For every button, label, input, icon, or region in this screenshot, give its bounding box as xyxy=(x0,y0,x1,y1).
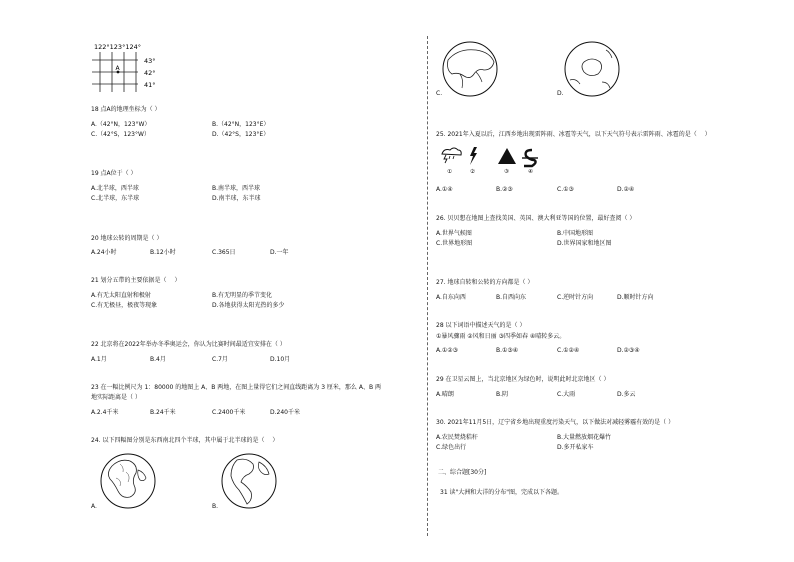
lat-lon-grid xyxy=(88,40,168,94)
q22-stem: 22 北京将在2022年举办冬季奥运会，你认为比赛时间最适宜安排在（ ） xyxy=(91,341,286,348)
q24-option-d[interactable]: D. xyxy=(557,90,564,97)
q23-stem-line1: 23 在一幅比例尺为 1：80000 的地图上 A、B 两地，在图上量得它们之间直线距离为 3 厘米，那么 A、B 两 xyxy=(91,384,381,391)
q19-option-c[interactable]: C.北半球，东半球 xyxy=(91,195,140,202)
q22-option-c[interactable]: C.7月 xyxy=(212,356,228,363)
q18-option-b[interactable]: B.（42°N，123°E） xyxy=(212,121,270,128)
q28-option-c[interactable]: C.①②④ xyxy=(557,347,580,354)
lat-label-43: 43° xyxy=(144,57,156,65)
q28-items: ①暴风骤雨 ②风和日丽 ③四季如春 ④晴转多云。 xyxy=(436,333,566,340)
q24-option-c[interactable]: C. xyxy=(436,90,443,97)
q30-option-b[interactable]: B.大量燃放烟花爆竹 xyxy=(557,434,612,441)
q25-option-d[interactable]: D.②④ xyxy=(617,186,635,193)
q27-option-c[interactable]: C.逆时针方向 xyxy=(557,294,594,301)
section-two-heading: 二、综合题[30分] xyxy=(438,469,487,476)
q21-option-c[interactable]: C.有无极昼，极夜等现象 xyxy=(91,302,158,309)
q31-stem: 31 读"大洲和大洋的分布"图，完成以下各题。 xyxy=(440,489,564,496)
q23-option-d[interactable]: D.240千米 xyxy=(270,409,300,416)
weather-symbols xyxy=(436,144,556,176)
q20-stem: 20 地球公转的周期是（ ） xyxy=(91,235,163,242)
q26-option-a[interactable]: A.世界气候图 xyxy=(436,230,472,237)
q29-option-c[interactable]: C.大雨 xyxy=(557,391,576,398)
globe-image-d[interactable] xyxy=(562,40,622,98)
q26-option-d[interactable]: D.世界国家和地区图 xyxy=(557,240,612,247)
q23-stem-line2: 地实际距离是（ ） xyxy=(91,394,141,401)
q27-stem: 27. 地球自转和公转的方向都是（ ） xyxy=(436,279,534,286)
q27-option-d[interactable]: D.顺时针方向 xyxy=(617,294,654,301)
q23-option-c[interactable]: C.2400千米 xyxy=(212,409,246,416)
q26-option-c[interactable]: C.世界地形图 xyxy=(436,240,473,247)
q25-option-a[interactable]: A.①④ xyxy=(436,186,453,193)
thunderstorm-symbol-icon xyxy=(442,148,461,163)
q27-option-a[interactable]: A.自东向西 xyxy=(436,294,466,301)
q20-option-a[interactable]: A.24小时 xyxy=(91,249,117,256)
symbol-label-4: ④ xyxy=(528,169,533,175)
q20-option-b[interactable]: B.12小时 xyxy=(150,249,176,256)
q22-option-a[interactable]: A.1月 xyxy=(91,356,107,363)
q20-option-c[interactable]: C.365日 xyxy=(212,249,236,256)
q30-stem: 30. 2021年11月5日，辽宁省乡地出现重度污染天气，以下做法对减轻雾霾有效的是（ ） xyxy=(436,419,675,426)
q18-option-d[interactable]: D.（42°S，123°E） xyxy=(212,131,270,138)
lat-label-41: 41° xyxy=(144,81,156,89)
q25-stem: 25. 2021年入夏以后，江西乡地出现雷阵雨、冰雹等天气，以下天气符号表示雷阵雨、冰雹的是（ ） xyxy=(436,131,711,138)
lightning-symbol-icon xyxy=(470,147,477,165)
q19-option-b[interactable]: B.南半球，西半球 xyxy=(212,185,261,192)
globe-image-a[interactable] xyxy=(98,452,158,510)
symbol-label-2: ② xyxy=(470,169,475,175)
q22-option-d[interactable]: D.10月 xyxy=(270,356,291,363)
q30-option-d[interactable]: D.多开私家车 xyxy=(557,444,594,451)
q29-option-a[interactable]: A.晴朗 xyxy=(436,391,454,398)
globe-image-b[interactable] xyxy=(219,452,279,510)
q28-stem: 28 以下词语中描述天气的是（ ） xyxy=(436,322,526,329)
q23-option-b[interactable]: B.24千米 xyxy=(150,409,176,416)
symbol-label-1: ① xyxy=(447,169,452,175)
q19-stem: 19 点A位于（ ） xyxy=(91,170,137,177)
q25-option-b[interactable]: B.②③ xyxy=(496,186,513,193)
q28-option-d[interactable]: D.②③④ xyxy=(617,347,640,354)
q25-option-c[interactable]: C.①③ xyxy=(557,186,574,193)
q21-option-a[interactable]: A.有无太阳直射和极射 xyxy=(91,292,151,299)
q29-stem: 29 在卫星云图上，当北京地区为绿色时，说明此时北京地区（ ） xyxy=(436,376,610,383)
point-a-label: A xyxy=(115,65,120,72)
globe-image-c[interactable] xyxy=(440,40,500,98)
q24-stem: 24. 以下四幅图分别是东西南北四个半球，其中属于北半球的是（ ） xyxy=(91,437,279,444)
longitude-labels: 122°123°124° xyxy=(94,43,141,51)
q20-option-d[interactable]: D.一年 xyxy=(270,249,289,256)
q23-option-a[interactable]: A.2.4千米 xyxy=(91,409,119,416)
q30-option-a[interactable]: A.农民焚烧秸秆 xyxy=(436,434,478,441)
q22-option-b[interactable]: B.4月 xyxy=(150,356,166,363)
symbol-label-3: ③ xyxy=(504,169,509,175)
q29-option-b[interactable]: B.阴 xyxy=(496,391,509,398)
q18-stem: 18 点A的地理坐标为（ ） xyxy=(91,106,161,113)
q21-option-b[interactable]: B.有无明显的季节变化 xyxy=(212,292,273,299)
q19-option-a[interactable]: A.北半球，西半球 xyxy=(91,185,139,192)
q21-option-d[interactable]: D.各地获得太阳光热的多少 xyxy=(212,302,285,309)
q19-option-d[interactable]: D.南半球，东半球 xyxy=(212,195,261,202)
triangle-hail-symbol-icon xyxy=(498,148,516,164)
q26-option-b[interactable]: B.中国地形图 xyxy=(557,230,594,237)
q30-option-c[interactable]: C.绿色出行 xyxy=(436,444,467,451)
q24-option-b[interactable]: B. xyxy=(212,503,219,510)
sandstorm-symbol-icon xyxy=(522,150,538,166)
q29-option-d[interactable]: D.多云 xyxy=(617,391,636,398)
q27-option-b[interactable]: B.自西向东 xyxy=(496,294,527,301)
q28-option-b[interactable]: B.①③④ xyxy=(496,347,519,354)
q21-stem: 21 划分五带的主要依据是（ ） xyxy=(91,277,181,284)
q28-option-a[interactable]: A.①②③ xyxy=(436,347,459,354)
q26-stem: 26. 贝贝想在地图上查找美国、英国、澳大利亚等国的位置，最好查阅（ ） xyxy=(436,215,636,222)
q18-option-a[interactable]: A.（42°N，123°W） xyxy=(91,121,151,128)
q24-option-a[interactable]: A. xyxy=(91,503,97,510)
column-divider xyxy=(427,36,428,536)
q18-option-c[interactable]: C.（42°S，123°W） xyxy=(91,131,150,138)
lat-label-42: 42° xyxy=(144,69,156,77)
